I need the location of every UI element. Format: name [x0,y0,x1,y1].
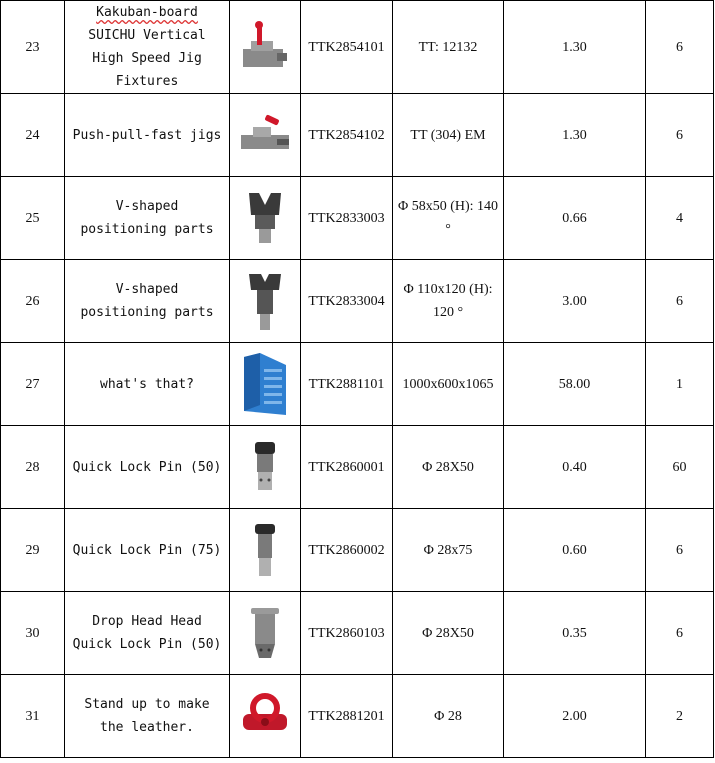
table-row [1,343,714,426]
item-spec: TT: 12132 [393,1,504,94]
table-row [1,177,714,260]
item-spec: 1000x600x1065 [393,343,504,426]
item-number: 28 [1,426,65,509]
item-spec: Φ 28 [393,675,504,758]
item-name: what's that? [65,343,230,426]
table-row [1,1,714,94]
item-weight: 3.00 [504,260,646,343]
item-weight: 1.30 [504,1,646,94]
drop-head-pin-icon [245,602,285,664]
push-pull-clamp-icon [237,113,293,157]
item-weight: 0.60 [504,509,646,592]
item-spec: Φ 110x120 (H): 120 ° [393,260,504,343]
item-image [230,675,301,758]
item-weight: 0.35 [504,592,646,675]
item-spec: Φ 28X50 [393,592,504,675]
item-spec: TT (304) EM [393,94,504,177]
item-number: 26 [1,260,65,343]
item-quantity: 6 [646,1,714,94]
item-quantity: 60 [646,426,714,509]
lock-pin-icon [247,438,283,496]
item-spec: Φ 28x75 [393,509,504,592]
item-name: Kakuban-board SUICHU Vertical High Speed Jig Fixtures [65,1,230,94]
item-quantity: 6 [646,592,714,675]
item-quantity: 4 [646,177,714,260]
item-quantity: 2 [646,675,714,758]
v-block-long-icon [245,270,285,332]
item-weight: 2.00 [504,675,646,758]
item-code: TTK2854102 [301,94,393,177]
table-row [1,94,714,177]
item-image [230,260,301,343]
table-row [1,675,714,758]
item-code: TTK2881101 [301,343,393,426]
item-name: Quick Lock Pin (75) [65,509,230,592]
item-name: Drop Head Head Quick Lock Pin (50) [65,592,230,675]
item-image [230,177,301,260]
table-row [1,260,714,343]
item-code: TTK2833004 [301,260,393,343]
item-weight: 58.00 [504,343,646,426]
item-number: 29 [1,509,65,592]
item-code: TTK2860103 [301,592,393,675]
item-code: TTK2860001 [301,426,393,509]
table-row [1,426,714,509]
item-code: TTK2833003 [301,177,393,260]
table-row [1,592,714,675]
item-image [230,343,301,426]
item-weight: 1.30 [504,94,646,177]
table-row [1,509,714,592]
item-quantity: 6 [646,260,714,343]
item-code: TTK2854101 [301,1,393,94]
item-image [230,1,301,94]
item-quantity: 6 [646,94,714,177]
item-number: 24 [1,94,65,177]
lock-pin-long-icon [247,520,283,580]
item-name: Stand up to make the leather. [65,675,230,758]
item-image [230,592,301,675]
item-quantity: 6 [646,509,714,592]
item-number: 23 [1,1,65,94]
item-code: TTK2860002 [301,509,393,592]
item-number: 30 [1,592,65,675]
item-image [230,426,301,509]
item-quantity: 1 [646,343,714,426]
spellcheck-marked-word: Kakuban-board [96,5,198,20]
v-block-icon [245,189,285,247]
item-name: Push-pull-fast jigs [65,94,230,177]
item-number: 25 [1,177,65,260]
item-weight: 0.66 [504,177,646,260]
red-lifting-ring-icon [239,692,291,740]
item-image [230,94,301,177]
blue-rack-icon [238,351,292,417]
item-image [230,509,301,592]
item-number: 27 [1,343,65,426]
item-code: TTK2881201 [301,675,393,758]
item-weight: 0.40 [504,426,646,509]
item-spec: Φ 28X50 [393,426,504,509]
item-name: Quick Lock Pin (50) [65,426,230,509]
item-name: V-shaped positioning parts [65,177,230,260]
item-spec: Φ 58x50 (H): 140 ° [393,177,504,260]
red-toggle-clamp-icon [239,19,291,75]
item-number: 31 [1,675,65,758]
item-name: V-shaped positioning parts [65,260,230,343]
